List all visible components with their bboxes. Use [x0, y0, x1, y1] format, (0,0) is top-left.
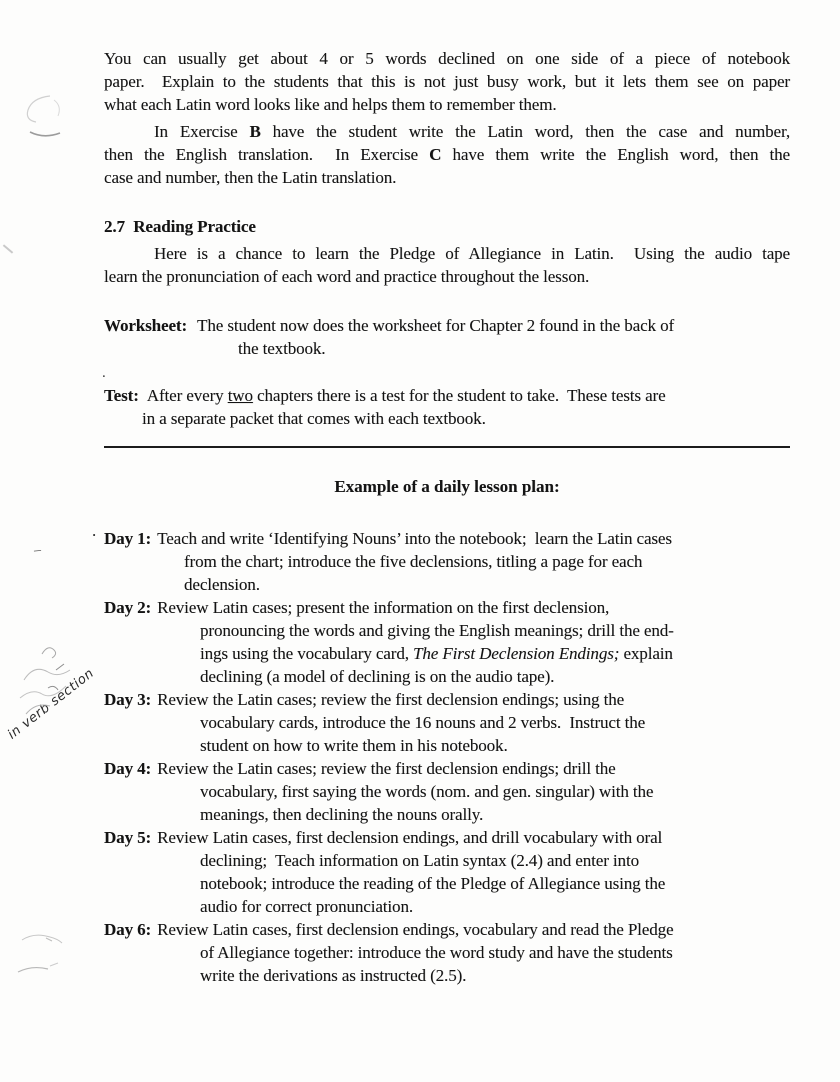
top-left-pencil-mark	[20, 90, 68, 142]
intro-paragraph-1: You can usually get about 4 or 5 words declined on one side of a piece of notebook paper. Explain to the students that this is not just busy work, but it lets them see on paper what each Latin word looks like and helps them to remember them.	[104, 49, 790, 114]
day-2-label: Day 2:	[104, 598, 152, 617]
day-6-text: Review Latin cases, first declension endings, vocabulary and read the Pledge of Allegiance together: introduce the word study and have the students write the derivations as instructed (2.5).	[157, 920, 674, 985]
day-2-item	[104, 596, 790, 688]
day-5-text: Review Latin cases, first declension endings, and drill vocabulary with oral declining; Teach information on Latin syntax (2.4) and enter into notebook; introduce the reading of the Pledge of Allegiance using the audio for correct pronunciation.	[157, 828, 666, 916]
intro-paragraph-2: In Exercise B have the student write the Latin word, then the case and number, then the English translation. In Exercise C have them write the English word, then the case and number, then the Latin translation.	[104, 122, 790, 187]
day-1-text: Teach and write ‘Identifying Nouns’ into the notebook; learn the Latin cases from the chart; introduce the five declensions, titling a page for each declension.	[157, 529, 672, 594]
left-edge-tick-mark	[3, 244, 13, 253]
test-note	[104, 384, 790, 430]
day-3-label: Day 3:	[104, 690, 152, 709]
lesson-plan-list	[104, 527, 790, 987]
day-1-item	[104, 527, 790, 596]
worksheet-text: The student now does the worksheet for Chapter 2 found in the back of the textbook.	[197, 316, 675, 358]
day-3-text: Review the Latin cases; review the first declension endings; using the vocabulary cards, introduce the 16 nouns and 2 verbs. Instruct the student on how to write them in his notebook.	[157, 690, 646, 755]
day-4-label: Day 4:	[104, 759, 152, 778]
stray-dot-mark-2: .	[102, 365, 106, 381]
worksheet-note	[104, 314, 790, 360]
pencil-scribble-mark	[12, 640, 96, 732]
day-5-item	[104, 826, 790, 918]
reading-practice-paragraph: Here is a chance to learn the Pledge of Allegiance in Latin. Using the audio tape learn the pronunciation of each word and practice throughout the lesson.	[104, 244, 790, 286]
day-4-text: Review the Latin cases; review the first declension endings; drill the vocabulary, first saying the words (nom. and gen. singular) with the meanings, then declining the nouns orally.	[157, 759, 654, 824]
day-3-item	[104, 688, 790, 757]
section-heading: 2.7 Reading Practice	[104, 217, 256, 236]
day-6-item	[104, 918, 790, 987]
day-6-label: Day 6:	[104, 920, 152, 939]
margin-dash-mark: –	[33, 542, 42, 559]
stray-dot-mark: .	[92, 521, 97, 540]
handwritten-margin-note: in verb section	[5, 665, 98, 743]
worksheet-label: Worksheet:	[104, 316, 188, 335]
day-2-text: Review Latin cases; present the information on the first declension, pronouncing the words and giving the English meanings; drill the end- ings using the vocabulary card, The First Declension Endings; explain declining (a model of declining is on the audio tape).	[157, 598, 674, 686]
bottom-left-pencil-marks	[8, 928, 80, 984]
day-5-label: Day 5:	[104, 828, 152, 847]
test-text: After every two chapters there is a test for the student to take. These tests are in a separate packet that comes with each textbook.	[142, 386, 666, 428]
test-label: Test:	[104, 386, 139, 405]
day-4-item	[104, 757, 790, 826]
lesson-plan-heading: Example of a daily lesson plan:	[334, 477, 560, 496]
day-1-label: Day 1:	[104, 529, 152, 548]
section-divider	[104, 446, 790, 448]
